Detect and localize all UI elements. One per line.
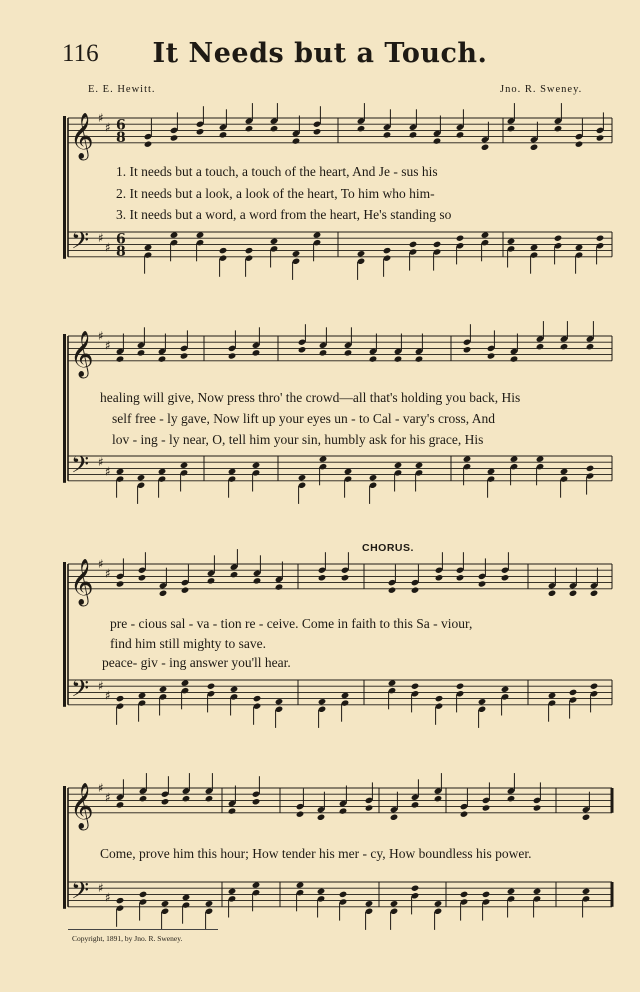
notehead — [586, 465, 595, 472]
notehead — [590, 590, 599, 597]
bass-clef-icon: 𝄢 — [71, 674, 90, 708]
time-signature-bottom: 8 — [116, 129, 126, 146]
treble-clef-icon: 𝄞 — [70, 782, 94, 829]
chorus-label: CHORUS. — [362, 542, 414, 554]
notehead — [456, 131, 465, 138]
notehead — [138, 692, 147, 699]
notehead — [554, 125, 563, 132]
notehead — [205, 900, 214, 907]
notehead — [548, 692, 557, 699]
sharp-icon: ♯ — [105, 566, 111, 581]
notehead — [319, 349, 328, 356]
notehead — [159, 590, 168, 597]
notehead — [536, 343, 545, 350]
copyright-rule — [68, 929, 218, 930]
bass-clef-icon: 𝄢 — [71, 876, 90, 910]
notehead — [582, 888, 591, 895]
notehead — [270, 238, 279, 245]
notehead — [357, 125, 366, 132]
notehead — [313, 128, 322, 135]
notehead — [228, 352, 237, 359]
notehead — [296, 881, 305, 888]
notehead — [344, 468, 353, 475]
notehead — [456, 235, 465, 242]
notehead — [435, 574, 444, 581]
notehead — [507, 888, 516, 895]
notehead — [369, 355, 378, 362]
notehead — [219, 131, 228, 138]
notehead — [230, 571, 239, 578]
sharp-icon: ♯ — [98, 329, 104, 343]
notehead — [548, 590, 557, 597]
notehead — [275, 583, 284, 590]
sharp-icon: ♯ — [105, 240, 111, 255]
notehead — [205, 795, 214, 802]
notehead — [296, 811, 305, 818]
notehead — [161, 798, 170, 805]
system-brace — [63, 334, 66, 483]
notehead — [252, 462, 261, 469]
verse-2-line: 2. It needs but a look, a look of the heart, To him who him- — [116, 186, 435, 201]
sharp-icon: ♯ — [98, 557, 104, 571]
notehead — [181, 679, 190, 686]
notehead — [560, 343, 569, 350]
notehead — [116, 801, 125, 808]
notehead — [478, 580, 487, 587]
notehead — [116, 580, 125, 587]
notehead — [411, 885, 420, 892]
notehead — [341, 692, 350, 699]
notehead — [245, 125, 254, 132]
notehead — [317, 888, 326, 895]
notehead — [181, 587, 190, 594]
notehead — [144, 141, 153, 148]
notehead — [456, 683, 465, 690]
notehead — [433, 137, 442, 144]
sharp-icon: ♯ — [98, 455, 104, 470]
notehead — [292, 250, 301, 257]
notehead — [487, 468, 496, 475]
notehead — [158, 355, 167, 362]
notehead — [357, 250, 366, 257]
sharp-icon: ♯ — [98, 679, 104, 694]
notehead — [116, 355, 125, 362]
notehead — [207, 577, 216, 584]
notehead — [582, 814, 591, 821]
notehead — [252, 798, 261, 805]
notehead — [390, 900, 399, 907]
verse-2-line: find him still mighty to save. — [110, 636, 266, 651]
notehead — [554, 235, 563, 242]
system-brace — [63, 116, 66, 259]
notehead — [161, 900, 170, 907]
sharp-icon: ♯ — [105, 120, 111, 135]
notehead — [507, 125, 516, 132]
notehead — [536, 455, 545, 462]
sharp-icon: ♯ — [105, 464, 111, 479]
notehead — [411, 801, 420, 808]
notehead — [411, 683, 420, 690]
bass-clef-icon: 𝄢 — [71, 450, 90, 484]
hymn-title: It Needs but a Touch. — [152, 38, 488, 69]
notehead — [341, 574, 350, 581]
refrain-line: Come, prove him this hour; How tender his mer - cy, How boundless his power. — [100, 846, 532, 861]
notehead — [313, 231, 322, 238]
notehead — [139, 891, 148, 898]
notehead — [319, 455, 328, 462]
system-brace — [63, 562, 66, 707]
notehead — [207, 683, 216, 690]
lyricist-credit: E. E. Hewitt. — [88, 84, 156, 95]
sharp-icon: ♯ — [98, 781, 104, 795]
notehead — [481, 231, 490, 238]
notehead — [507, 238, 516, 245]
notehead — [230, 686, 239, 693]
treble-clef-icon: 𝄞 — [70, 330, 94, 377]
notehead — [138, 574, 147, 581]
notehead — [159, 686, 168, 693]
notehead — [170, 231, 179, 238]
composer-credit: Jno. R. Sweney. — [500, 84, 583, 95]
verse-1-line: 1. It needs but a touch, a touch of the heart, And Je - sus his — [116, 164, 438, 179]
notehead — [435, 695, 444, 702]
notehead — [487, 352, 496, 359]
notehead — [365, 804, 374, 811]
notehead — [463, 455, 472, 462]
notehead — [533, 804, 542, 811]
sharp-icon: ♯ — [98, 231, 104, 246]
page-number: 116 — [62, 40, 99, 67]
notehead — [180, 462, 189, 469]
notehead — [510, 355, 519, 362]
sharp-icon: ♯ — [98, 111, 104, 125]
notehead — [292, 137, 301, 144]
sharp-icon: ♯ — [105, 338, 111, 353]
notehead — [590, 683, 599, 690]
notehead — [394, 462, 403, 469]
notehead — [196, 128, 205, 135]
time-signature-bottom: 8 — [116, 243, 126, 260]
notehead — [463, 346, 472, 353]
notehead — [318, 698, 327, 705]
notehead — [507, 795, 516, 802]
notehead — [253, 577, 262, 584]
notehead — [365, 900, 374, 907]
notehead — [139, 795, 148, 802]
notehead — [569, 689, 578, 696]
notehead — [478, 698, 487, 705]
notehead — [501, 686, 510, 693]
notehead — [433, 241, 442, 248]
sharp-icon: ♯ — [98, 881, 104, 896]
notehead — [196, 231, 205, 238]
notehead — [394, 355, 403, 362]
notehead — [460, 811, 469, 818]
notehead — [252, 881, 261, 888]
notehead — [170, 134, 179, 141]
notehead — [434, 900, 443, 907]
system-brace — [63, 786, 66, 909]
notehead — [482, 804, 491, 811]
treble-clef-icon: 𝄞 — [70, 112, 94, 159]
notehead — [530, 144, 539, 151]
notehead — [409, 241, 418, 248]
notehead — [460, 891, 469, 898]
notehead — [411, 587, 420, 594]
notehead — [180, 352, 189, 359]
notehead — [383, 247, 392, 254]
notehead — [569, 590, 578, 597]
sharp-icon: ♯ — [105, 890, 111, 905]
notehead — [530, 244, 539, 251]
notehead — [182, 894, 191, 901]
notehead — [270, 125, 279, 132]
notehead — [390, 814, 399, 821]
notehead — [339, 807, 348, 814]
notehead — [116, 897, 125, 904]
verse-2-line: self free - ly gave, Now lift up your eyes un - to Cal - vary's cross, And — [112, 411, 495, 426]
verse-3-line: lov - ing - ly near, O, tell him your sin, humbly ask for his grace, His — [112, 432, 484, 447]
notehead — [388, 587, 397, 594]
notehead — [575, 244, 584, 251]
bass-clef-icon: 𝄢 — [71, 226, 90, 260]
notehead — [144, 244, 153, 251]
notehead — [245, 247, 254, 254]
notehead — [344, 349, 353, 356]
notehead — [369, 474, 378, 481]
notehead — [510, 455, 519, 462]
notehead — [275, 698, 284, 705]
verse-3-line: 3. It needs but a word, a word from the heart, He's standing so — [116, 207, 452, 222]
time-signature-top: 6 — [116, 117, 126, 134]
notehead — [383, 131, 392, 138]
notehead — [137, 349, 146, 356]
copyright-notice: Copyright, 1891, by Jno. R. Sweney. — [72, 934, 183, 943]
notehead — [228, 888, 237, 895]
notehead — [228, 468, 237, 475]
notehead — [228, 807, 237, 814]
notehead — [317, 814, 326, 821]
notehead — [415, 462, 424, 469]
notehead — [575, 141, 584, 148]
notehead — [434, 795, 443, 802]
sharp-icon: ♯ — [105, 688, 111, 703]
notehead — [137, 474, 146, 481]
notehead — [158, 468, 167, 475]
notehead — [253, 695, 262, 702]
notehead — [318, 574, 327, 581]
verse-1-line: pre - cious sal - va - tion re - ceive. Come in faith to this Sa - viour, — [110, 616, 473, 631]
notehead — [560, 468, 569, 475]
treble-clef-icon: 𝄞 — [70, 558, 94, 605]
notehead — [482, 891, 491, 898]
notehead — [182, 795, 191, 802]
notehead — [415, 355, 424, 362]
verse-3-line: peace- giv - ing answer you'll hear. — [102, 655, 291, 670]
notehead — [298, 346, 307, 353]
notehead — [339, 891, 348, 898]
notehead — [501, 574, 510, 581]
notehead — [252, 349, 261, 356]
notehead — [533, 888, 542, 895]
notehead — [596, 235, 605, 242]
notehead — [409, 131, 418, 138]
notehead — [116, 695, 125, 702]
verse-1-line: healing will give, Now press thro' the crowd—all that's holding you back, His — [100, 390, 521, 405]
sharp-icon: ♯ — [105, 790, 111, 805]
time-signature-top: 6 — [116, 231, 126, 248]
notehead — [586, 343, 595, 350]
notehead — [298, 474, 307, 481]
notehead — [481, 144, 490, 151]
notehead — [219, 247, 228, 254]
notehead — [116, 468, 125, 475]
notehead — [596, 134, 605, 141]
notehead — [388, 679, 397, 686]
notehead — [456, 574, 465, 581]
